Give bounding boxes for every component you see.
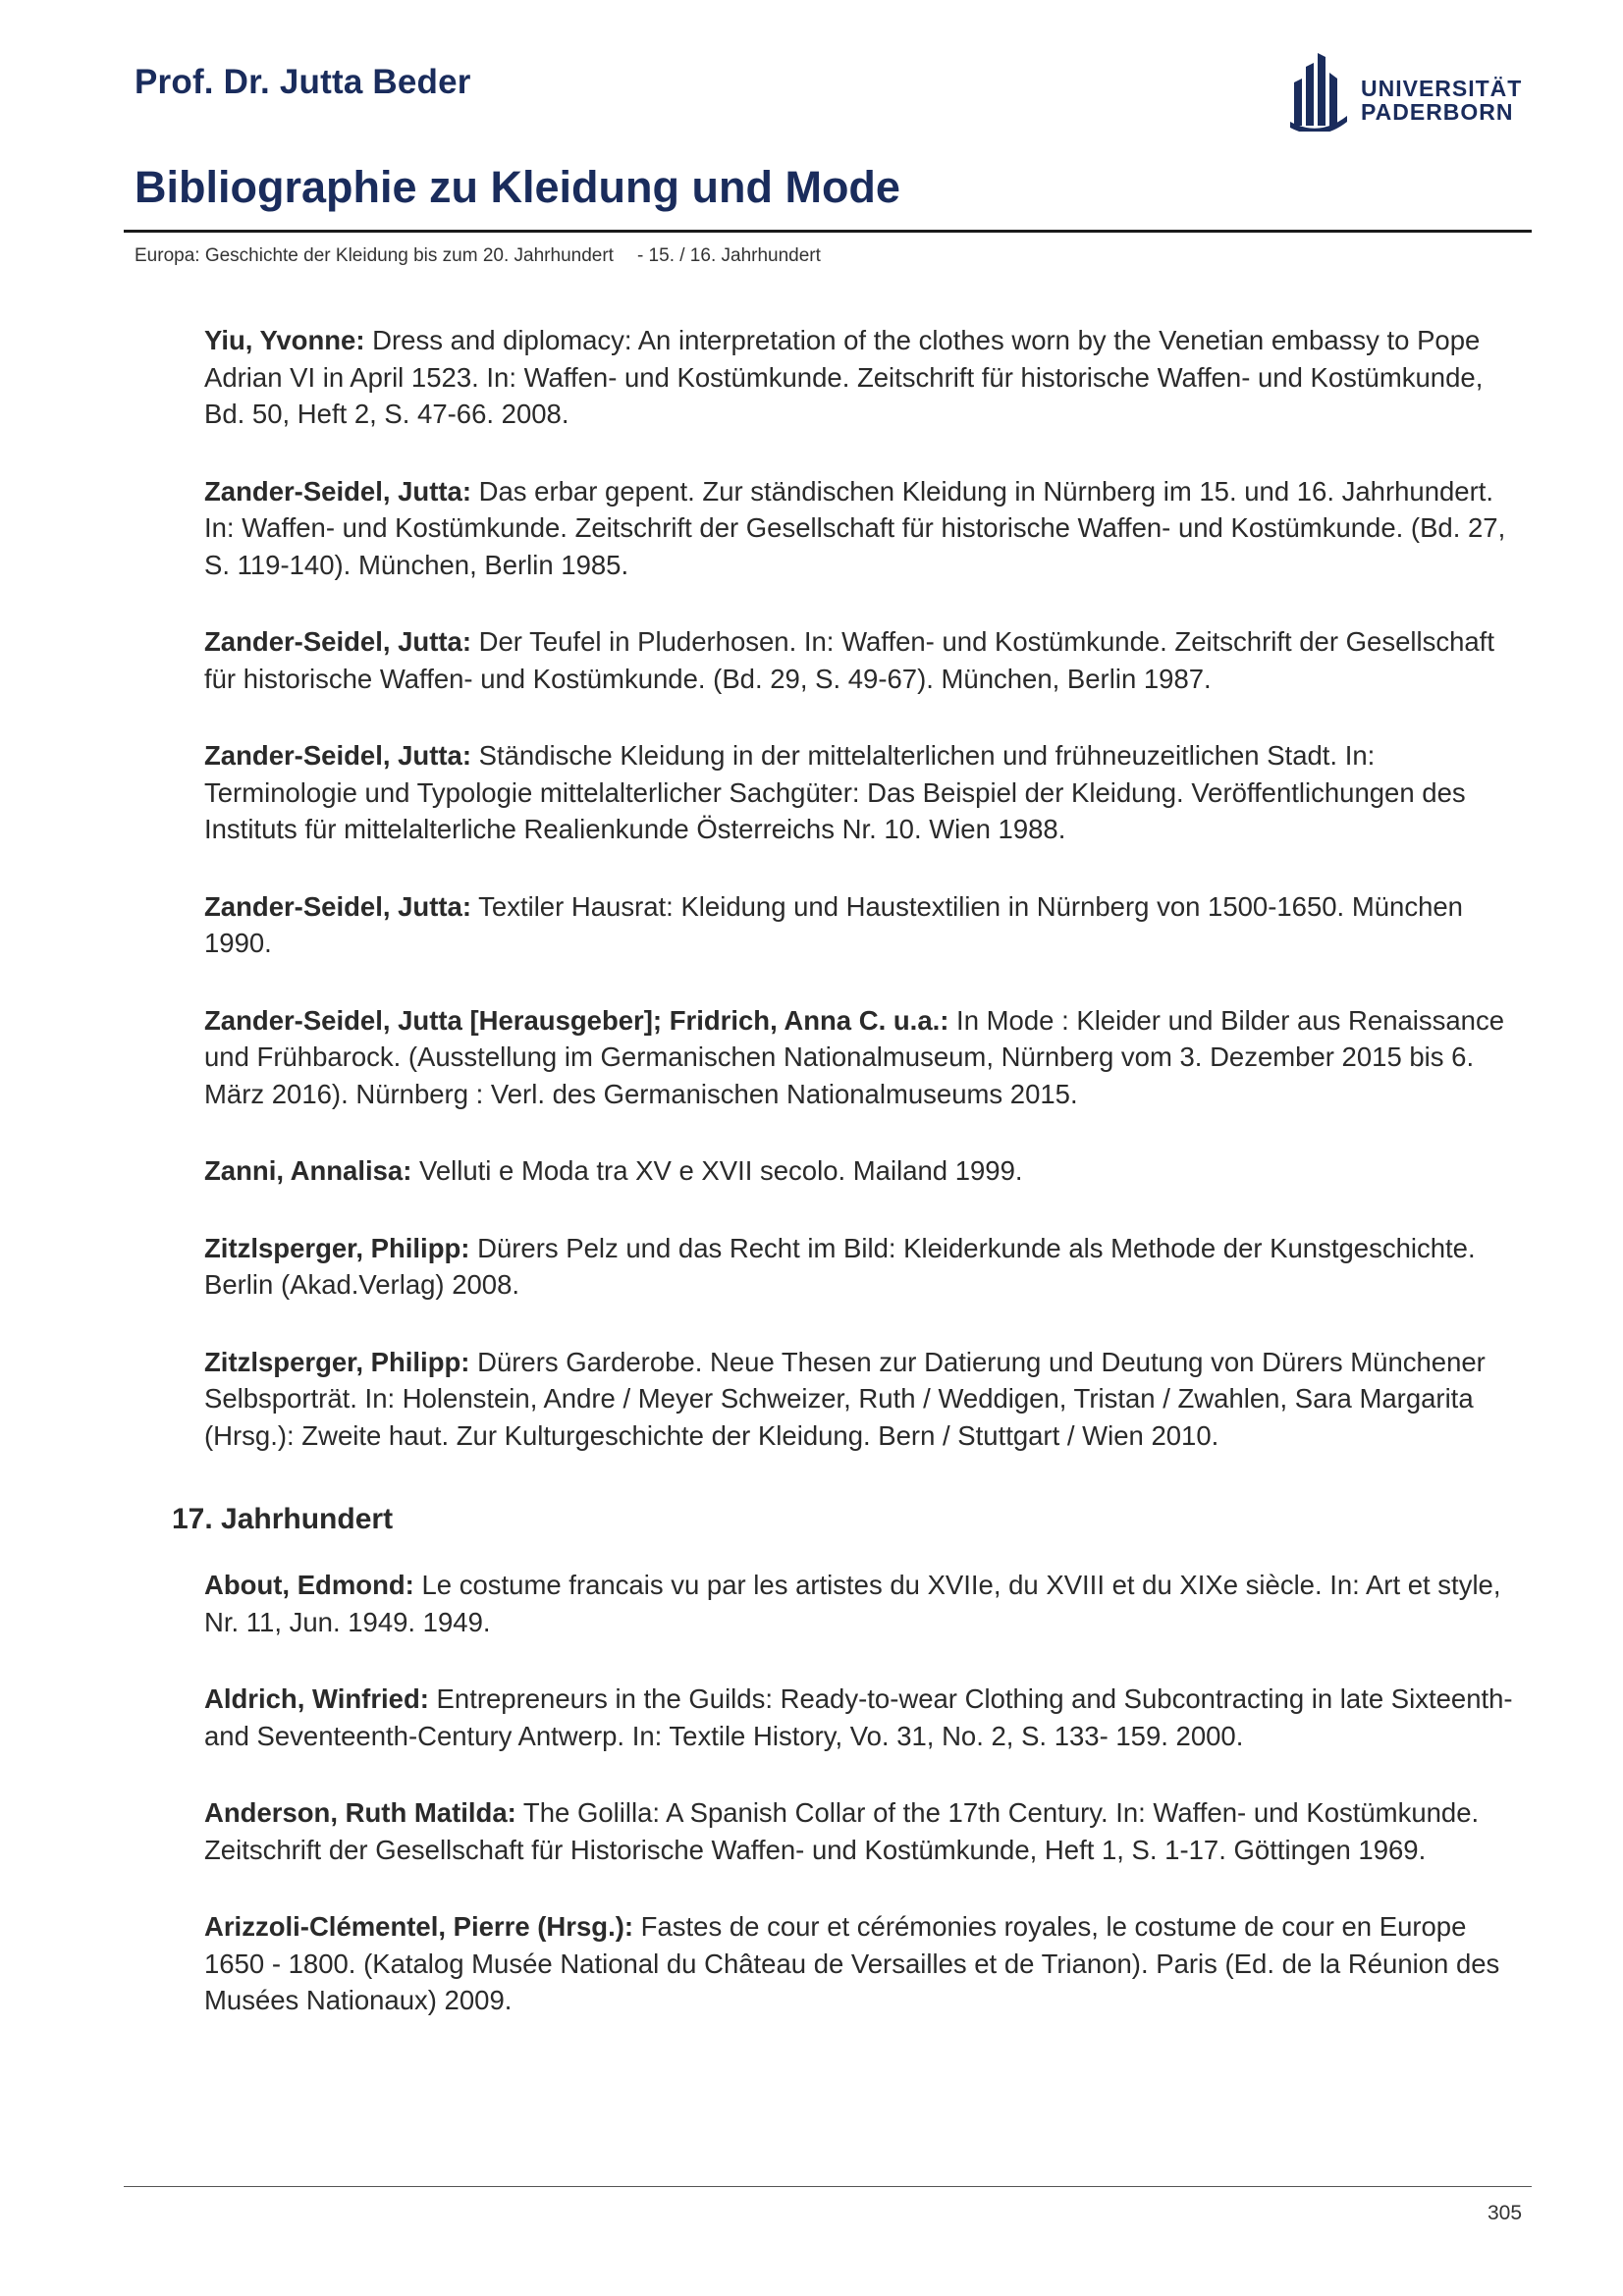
entry-text: Das erbar gepent. Zur ständischen Kleidung in Nürnberg im 15. und 16. Jahrhundert. In: Waffen- und Kostümkunde. Zeitschrift der Gesellschaft für historische Waffen- und Kostümkunde. (Bd. 27, S. 119-140). München, Berlin 1985.: [204, 475, 1506, 580]
university-logo: [1290, 53, 1536, 132]
entry-author: Zander-Seidel, Jutta:: [204, 890, 471, 922]
entry-author: Arizzoli-Clémentel, Pierre (Hrsg.):: [204, 1911, 634, 1942]
entry-text: Velluti e Moda tra XV e XVII secolo. Mailand 1999.: [411, 1155, 1023, 1186]
logo-line-2: PADERBORN: [1361, 99, 1514, 125]
bibliography-entry: [204, 737, 1530, 848]
university-logo-icon: [1290, 53, 1347, 132]
entry-text: Entrepreneurs in the Guilds: Ready-to-wear Clothing and Subcontracting in late Sixteenth- and Seventeenth-Century Antwerp. In: Textile History, Vo. 31, No. 2, S. 133- 159. 2000.: [204, 1683, 1513, 1751]
breadcrumb-chapter: Europa: Geschichte der Kleidung bis zum 20. Jahrhundert: [135, 245, 614, 266]
entry-text: Der Teufel in Pluderhosen. In: Waffen- und Kostümkunde. Zeitschrift der Gesellschaft für historische Waffen- und Kostümkunde. (Bd. 29, S. 49-67). München, Berlin 1987.: [204, 626, 1494, 694]
breadcrumb: [135, 245, 821, 267]
footer-divider: [124, 2186, 1532, 2187]
bibliography-entry: [204, 322, 1530, 433]
breadcrumb-section: - 15. / 16. Jahrhundert: [636, 245, 821, 266]
logo-line-1: UNIVERSITÄT: [1361, 76, 1523, 101]
entry-author: About, Edmond:: [204, 1570, 414, 1600]
entry-author: Zander-Seidel, Jutta:: [204, 626, 471, 657]
entry-author: Aldrich, Winfried:: [204, 1683, 429, 1714]
entry-author: Zander-Seidel, Jutta [Herausgeber]; Fridrich, Anna C. u.a.:: [204, 1004, 949, 1036]
entry-text: In Mode : Kleider und Bilder aus Renaissance und Frühbarock. (Ausstellung im Germanischen Nationalmuseum, Nürnberg vom 3. Dezember 2015 bis 6. März 2016). Nürnberg : Verl. des Germanischen Nationalmuseums 2015.: [204, 1004, 1505, 1109]
entry-author: Zander-Seidel, Jutta:: [204, 475, 471, 507]
entry-author: Zanni, Annalisa:: [204, 1155, 412, 1186]
bibliography-entry: [204, 1908, 1530, 2019]
bibliography-entry: [204, 473, 1530, 584]
bibliography-entry: [204, 1794, 1530, 1868]
bibliography-entry: [204, 888, 1530, 962]
entry-text: Textiler Hausrat: Kleidung und Haustextilien in Nürnberg von 1500-1650. München 1990.: [204, 890, 1463, 958]
page-author: Prof. Dr. Jutta Beder: [135, 63, 471, 101]
entry-author: Zander-Seidel, Jutta:: [204, 740, 471, 771]
entry-text: Ständische Kleidung in der mittelalterlichen und frühneuzeitlichen Stadt. In: Terminologie und Typologie mittelalterlicher Sachgüter: Das Beispiel der Kleidung. Veröffentlichungen des Instituts für mittelalterliche Realienkunde Österreichs Nr. 10. Wien 1988.: [204, 740, 1466, 844]
bibliography-entry: [204, 1230, 1530, 1304]
entry-author: Yiu, Yvonne:: [204, 325, 365, 355]
entry-author: Zitzlsperger, Philipp:: [204, 1232, 470, 1263]
section-heading: 17. Jahrhundert: [172, 1503, 394, 1535]
university-logo-text: [1361, 77, 1522, 124]
bibliography-entry: [204, 1567, 1530, 1640]
entry-text: Le costume francais vu par les artistes du XVIIe, du XVIII et du XIXe siècle. In: Art et style, Nr. 11, Jun. 1949. 1949.: [204, 1570, 1501, 1637]
entry-text: Dress and diplomacy: An interpretation of the clothes worn by the Venetian embassy to Pope Adrian VI in April 1523. In: Waffen- und Kostümkunde. Zeitschrift für historische Waffen- und Kostümkunde, Bd. 50, Heft 2, S. 47-66. 2008.: [204, 325, 1484, 429]
bibliography-content: [172, 322, 1530, 2059]
bibliography-entry: [204, 623, 1530, 697]
bibliography-entry: [204, 1344, 1530, 1455]
bibliography-entry: [204, 1152, 1530, 1190]
entry-author: Zitzlsperger, Philipp:: [204, 1346, 470, 1377]
entry-author: Anderson, Ruth Matilda:: [204, 1797, 516, 1828]
header-divider: [124, 230, 1532, 233]
document-title: Bibliographie zu Kleidung und Mode: [135, 162, 900, 212]
entry-text: The Golilla: A Spanish Collar of the 17th Century. In: Waffen- und Kostümkunde. Zeitschrift der Gesellschaft für Historische Waffen- und Kostümkunde, Heft 1, S. 1-17. Göttingen 1969.: [204, 1797, 1480, 1865]
entry-text: Fastes de cour et cérémonies royales, le costume de cour en Europe 1650 - 1800. (Katalog Musée National du Château de Versailles et de Trianon). Paris (Ed. de la Réunion des Musées Nationaux) 2009.: [204, 1911, 1500, 2015]
bibliography-entry: [204, 1681, 1530, 1754]
entry-text: Dürers Pelz und das Recht im Bild: Kleiderkunde als Methode der Kunstgeschichte. Berlin (Akad.Verlag) 2008.: [204, 1232, 1476, 1300]
entry-text: Dürers Garderobe. Neue Thesen zur Datierung und Deutung von Dürers Münchener Selbsporträt. In: Holenstein, Andre / Meyer Schweizer, Ruth / Weddigen, Tristan / Zwahlen, Sara Margarita (Hrsg.): Zweite haut. Zur Kulturgeschichte der Kleidung. Bern / Stuttgart / Wien 2010.: [204, 1346, 1486, 1451]
bibliography-entry: [204, 1002, 1530, 1113]
page-number: 305: [1488, 2202, 1523, 2224]
